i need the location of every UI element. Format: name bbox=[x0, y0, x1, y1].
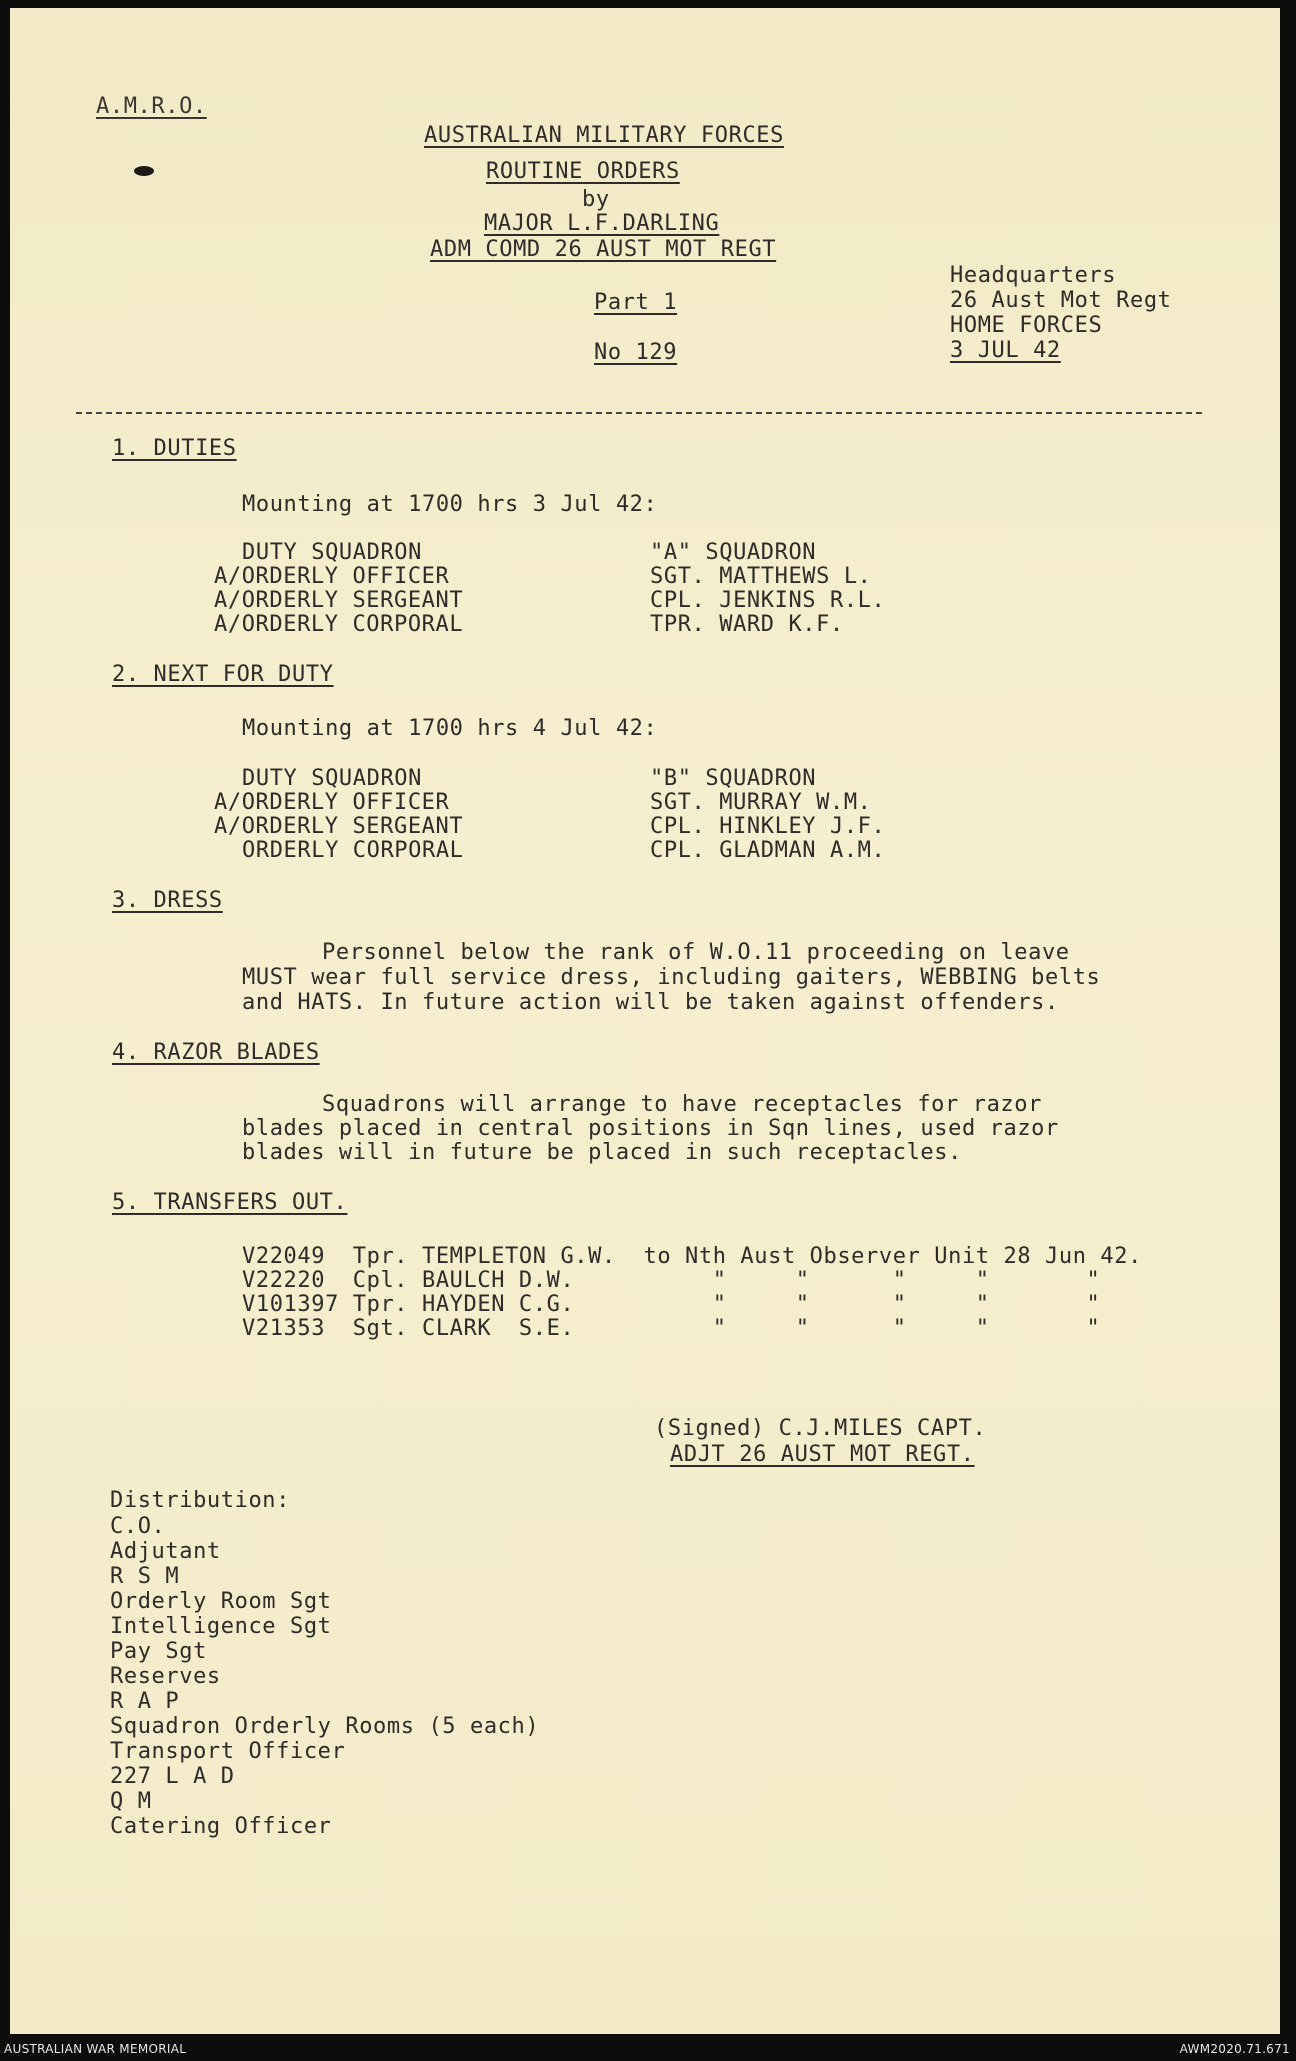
transfer-row: V22049 Tpr. TEMPLETON G.W. to Nth Aust Observer Unit 28 Jun 42. bbox=[242, 1244, 1142, 1269]
section-heading-duties: 1. DUTIES bbox=[112, 436, 237, 461]
duties-intro: Mounting at 1700 hrs 3 Jul 42: bbox=[242, 492, 658, 517]
duties-role: DUTY SQUADRON bbox=[242, 540, 422, 565]
duties-role: A/ORDERLY CORPORAL bbox=[214, 612, 464, 637]
section-heading-transfers-out: 5. TRANSFERS OUT. bbox=[112, 1190, 348, 1215]
duties-role: A/ORDERLY OFFICER bbox=[214, 564, 450, 589]
duties-assignee: SGT. MATTHEWS L. bbox=[650, 564, 872, 589]
distribution-item: Q M bbox=[110, 1789, 152, 1814]
next-duty-role: A/ORDERLY SERGEANT bbox=[214, 814, 464, 839]
hq-date: 3 JUL 42 bbox=[950, 338, 1061, 363]
dress-text-line: MUST wear full service dress, including gaiters, WEBBING belts bbox=[242, 965, 1101, 990]
dress-text-line: Personnel below the rank of W.O.11 proceeding on leave bbox=[322, 940, 1070, 965]
distribution-item: Intelligence Sgt bbox=[110, 1614, 332, 1639]
order-by: by bbox=[582, 187, 610, 212]
duties-assignee: CPL. JENKINS R.L. bbox=[650, 588, 886, 613]
file-reference: A.M.R.O. bbox=[96, 94, 207, 119]
order-title: AUSTRALIAN MILITARY FORCES bbox=[424, 123, 784, 148]
ink-blot bbox=[134, 166, 154, 176]
next-duty-assignee: CPL. GLADMAN A.M. bbox=[650, 838, 886, 863]
distribution-item: R S M bbox=[110, 1564, 180, 1589]
distribution-item: 227 L A D bbox=[110, 1764, 235, 1789]
section-heading-dress: 3. DRESS bbox=[112, 888, 223, 913]
distribution-item: Orderly Room Sgt bbox=[110, 1589, 332, 1614]
footer-credit: AUSTRALIAN WAR MEMORIAL bbox=[4, 2042, 187, 2056]
distribution-item: Adjutant bbox=[110, 1539, 221, 1564]
hq-line-3: HOME FORCES bbox=[950, 313, 1103, 338]
duties-assignee: TPR. WARD K.F. bbox=[650, 612, 844, 637]
distribution-item: Squadron Orderly Rooms (5 each) bbox=[110, 1714, 540, 1739]
next-duty-assignee: "B" SQUADRON bbox=[650, 766, 817, 791]
dashed-divider bbox=[76, 412, 1202, 414]
next-duty-role: DUTY SQUADRON bbox=[242, 766, 422, 791]
transfer-row: V21353 Sgt. CLARK S.E. " " " " " bbox=[242, 1316, 1101, 1341]
duties-assignee: "A" SQUADRON bbox=[650, 540, 817, 565]
section-heading-next-for-duty: 2. NEXT FOR DUTY bbox=[112, 662, 334, 687]
next-duty-intro: Mounting at 1700 hrs 4 Jul 42: bbox=[242, 716, 658, 741]
distribution-heading: Distribution: bbox=[110, 1488, 290, 1513]
distribution-item: Catering Officer bbox=[110, 1814, 332, 1839]
dress-text-line: and HATS. In future action will be taken against offenders. bbox=[242, 990, 1059, 1015]
next-duty-role: A/ORDERLY OFFICER bbox=[214, 790, 450, 815]
hq-line-2: 26 Aust Mot Regt bbox=[950, 288, 1172, 313]
order-part: Part 1 bbox=[594, 290, 678, 315]
distribution-item: R A P bbox=[110, 1689, 180, 1714]
document-page bbox=[10, 8, 1280, 2034]
razor-text-line: blades placed in central positions in Sqn lines, used razor bbox=[242, 1116, 1059, 1141]
razor-text-line: blades will in future be placed in such receptacles. bbox=[242, 1140, 962, 1165]
hq-line-1: Headquarters bbox=[950, 263, 1117, 288]
order-subtitle: ROUTINE ORDERS bbox=[486, 159, 680, 184]
next-duty-role: ORDERLY CORPORAL bbox=[242, 838, 464, 863]
distribution-item: Reserves bbox=[110, 1664, 221, 1689]
next-duty-assignee: SGT. MURRAY W.M. bbox=[650, 790, 872, 815]
distribution-item: Transport Officer bbox=[110, 1739, 346, 1764]
section-heading-razor-blades: 4. RAZOR BLADES bbox=[112, 1040, 320, 1065]
order-commander: MAJOR L.F.DARLING bbox=[484, 211, 720, 236]
distribution-item: Pay Sgt bbox=[110, 1639, 207, 1664]
signature-appointment: ADJT 26 AUST MOT REGT. bbox=[670, 1442, 975, 1467]
distribution-item: C.O. bbox=[110, 1514, 166, 1539]
razor-text-line: Squadrons will arrange to have receptacles for razor bbox=[322, 1092, 1042, 1117]
next-duty-assignee: CPL. HINKLEY J.F. bbox=[650, 814, 886, 839]
transfer-row: V22220 Cpl. BAULCH D.W. " " " " " bbox=[242, 1268, 1101, 1293]
signature-line: (Signed) C.J.MILES CAPT. bbox=[654, 1416, 987, 1441]
duties-role: A/ORDERLY SERGEANT bbox=[214, 588, 464, 613]
order-number: No 129 bbox=[594, 340, 678, 365]
transfer-row: V101397 Tpr. HAYDEN C.G. " " " " " bbox=[242, 1292, 1101, 1317]
footer-accession-number: AWM2020.71.671 bbox=[1179, 2042, 1290, 2056]
order-appointment: ADM COMD 26 AUST MOT REGT bbox=[430, 237, 777, 262]
